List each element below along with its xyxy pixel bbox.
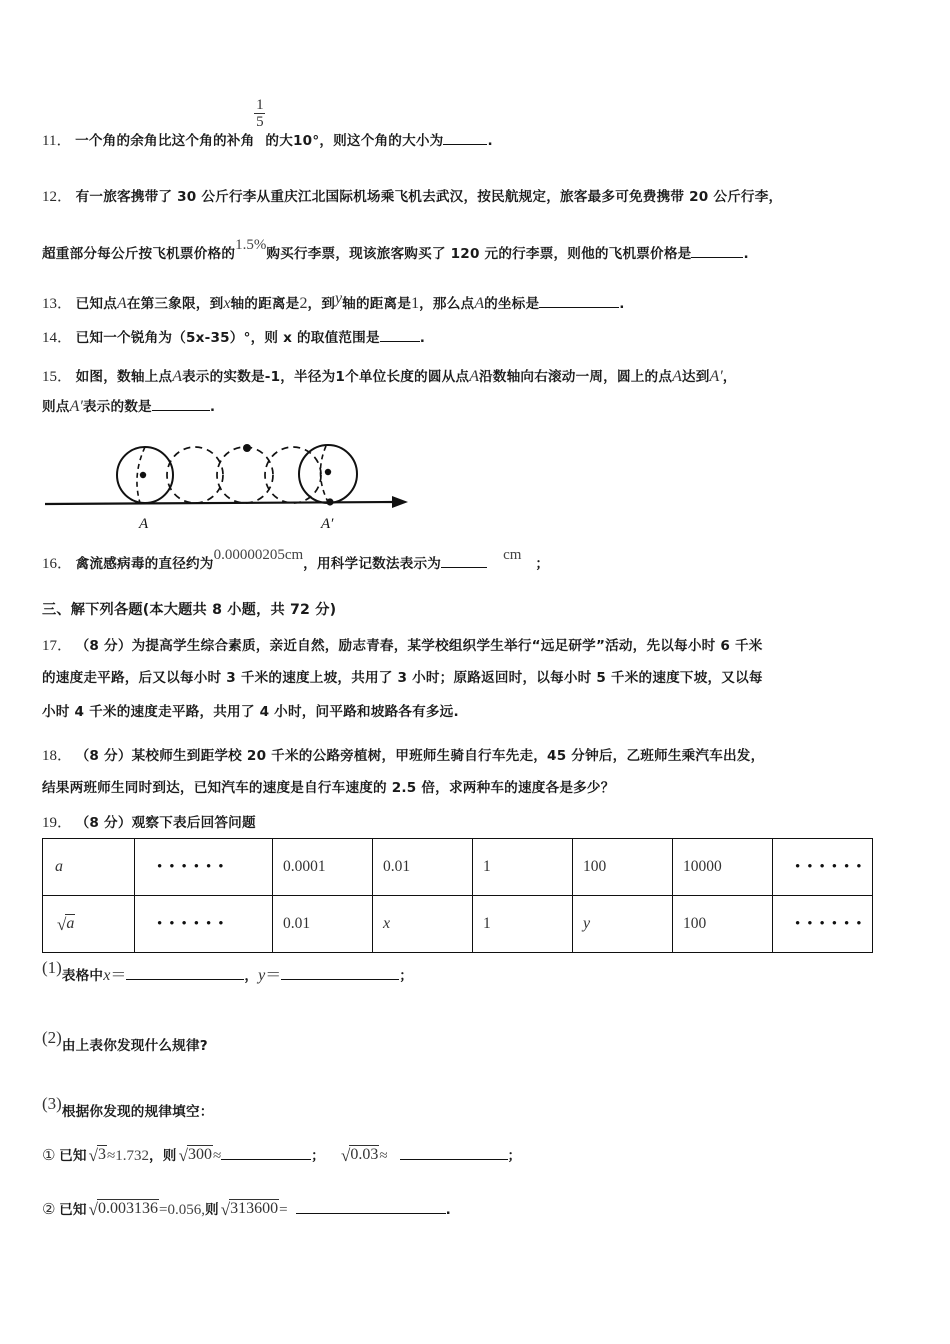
question-12-line-1 (42, 186, 927, 209)
table-row-label-sqrt-a (43, 896, 135, 953)
question-12-text-line1: 有一旅客携带了 30 公斤行李从重庆江北国际机场乘飞机去武汉，按民航规定，旅客最多可免费携带 20 公斤行李， (75, 189, 783, 205)
question-13-period: . (619, 296, 625, 312)
table-cell (673, 839, 773, 896)
question-17-text-line1: 为提高学生综合素质，亲近自然，励志青春，某学校组织学生举行“远足研学”活动，先以每小时 6 千米 (131, 638, 763, 654)
ellipsis-dots: •••••• (157, 916, 231, 932)
fraction-denominator: 5 (256, 114, 264, 130)
question-14-number: 14． (42, 330, 73, 346)
question-17-line-2 (42, 668, 932, 690)
question-13-answer-blank[interactable] (539, 293, 619, 308)
fraction-numerator: 1 (256, 97, 264, 113)
cell-value: 1 (483, 915, 491, 932)
cell-value: 10000 (683, 858, 722, 875)
item-1-blank-1[interactable] (221, 1145, 311, 1160)
question-11-degree: 10° (293, 133, 320, 149)
ellipsis-dots: •••••• (795, 859, 869, 875)
ellipsis-dots: •••••• (795, 916, 869, 932)
circle-roll-1-dashed (167, 447, 223, 503)
question-17-score: （8 分） (75, 638, 132, 654)
number-line-axis (45, 502, 395, 504)
cell-value: 0.0001 (283, 858, 326, 875)
sub-question-2-index: (2) (42, 1028, 62, 1047)
table-cell (473, 839, 573, 896)
item-1-blank-2[interactable] (400, 1145, 508, 1160)
section-3-heading-text: 三、解下列各题(本大题共 8 小题，共 72 分) (42, 602, 337, 618)
question-15-line-1 (42, 365, 932, 389)
table-cell (673, 896, 773, 953)
table-cell (473, 896, 573, 953)
table-row (43, 839, 873, 896)
question-13-text-a: 已知点 (75, 296, 118, 312)
question-13-text-d: ，到 (307, 296, 336, 312)
table-cell (373, 896, 473, 953)
question-11-text-c: ，则这个角的大小为 (319, 133, 444, 149)
sub-question-1-index: (1) (42, 958, 62, 977)
radical-sign-icon: √ (88, 1200, 99, 1219)
number-line-arrowhead (392, 496, 408, 508)
item-2-period: . (445, 1202, 451, 1218)
question-14-period: . (419, 330, 426, 346)
question-12-answer-blank[interactable] (691, 243, 743, 258)
cell-value-y: y (583, 915, 591, 932)
question-15-text-line2-a: 则点 (42, 399, 70, 415)
table-cell (373, 839, 473, 896)
question-19-sub-3-item-1 (42, 1142, 932, 1168)
item-1-semicolon-2: ； (507, 1148, 522, 1164)
question-13-var-a: A (117, 295, 127, 312)
question-13-num-1: 1 (411, 295, 420, 312)
question-15-var-a-prime-2: A′ (69, 398, 83, 415)
question-18-line-1 (42, 745, 932, 768)
sub-question-1-blank-x[interactable] (126, 965, 244, 980)
question-13-text-e: 轴的距离是 (342, 296, 412, 312)
question-15-var-a2: A (469, 368, 480, 385)
question-16-number: 16． (42, 556, 73, 572)
question-15-line-2 (42, 395, 932, 419)
sqrt-0-03 (339, 1142, 379, 1168)
item-2-text-a: 已知 (59, 1202, 87, 1218)
question-17-line-3 (42, 702, 932, 724)
question-12-number: 12． (42, 189, 73, 205)
table-cell (773, 839, 873, 896)
cell-value-x: x (383, 915, 391, 932)
question-12-period: . (743, 246, 749, 262)
radical-sign-icon: √ (88, 1146, 99, 1165)
question-12-line-2 (42, 237, 927, 266)
question-17-text-line2: 的速度走平路，后又以每小时 3 千米的速度上坡，共用了 3 小时；原路返回时，以每小时 5 千米的速度下坡，又以每 (42, 670, 763, 686)
question-14-text: 已知一个锐角为（5x‐35）°，则 x 的取值范围是 (75, 330, 380, 346)
sub-question-1-equals-1: ＝ (110, 967, 127, 984)
question-11-period: . (487, 133, 493, 149)
radicand: 0.003136 (98, 1200, 159, 1217)
question-13-var-a2: A (474, 295, 485, 312)
question-12-percent: 1.5% (235, 237, 267, 253)
question-16-text-a: 禽流感病毒的直径约为 (75, 556, 214, 572)
radical-sign-icon: √ (340, 1146, 351, 1165)
radicand: 313600 (230, 1200, 279, 1217)
point-a-prime-dot (326, 498, 333, 505)
question-14-answer-blank[interactable] (380, 327, 420, 342)
question-15-text-d: 达到 (681, 369, 710, 385)
radical-sign-icon: √ (220, 1200, 231, 1219)
item-1-approx-1: ≈1.732 (107, 1148, 149, 1164)
table-row-label-a (43, 839, 135, 896)
item-2-equals-2: = (279, 1202, 288, 1218)
question-19-table-wrapper (42, 838, 872, 953)
sub-question-3-text: 根据你发现的规律填空： (61, 1104, 214, 1120)
question-19-number: 19． (42, 815, 73, 831)
sub-question-1-equals-2: ＝ (265, 967, 282, 984)
question-19-sub-3 (42, 1094, 932, 1124)
cell-value: 100 (683, 915, 707, 932)
question-13 (42, 292, 927, 316)
radical-sign-icon: √ (57, 915, 67, 934)
question-18-number: 18． (42, 748, 73, 764)
question-13-text-f: ，那么点 (419, 296, 475, 312)
question-11-text-b: 的大 (265, 133, 293, 149)
question-19-table (42, 838, 873, 953)
question-11-text-a: 一个角的余角比这个角的补角 (75, 133, 255, 149)
sub-question-3-index: (3) (42, 1094, 62, 1113)
sub-question-1-blank-y[interactable] (281, 965, 399, 980)
item-1-approx-2: ≈ (212, 1148, 222, 1164)
table-cell (573, 839, 673, 896)
question-17-text-line3: 小时 4 千米的速度走平路，共用了 4 小时，问平路和坡路各有多远. (42, 704, 459, 720)
question-15-number: 15． (42, 369, 73, 385)
table-cell (135, 896, 273, 953)
item-2-text-b: 则 (204, 1202, 219, 1218)
sqrt-313600 (219, 1196, 279, 1222)
question-16-text-b: ，用科学记数法表示为 (303, 556, 442, 572)
circle-roll-3-dashed (265, 447, 321, 503)
item-1-semicolon-1: ； (311, 1148, 325, 1164)
figure-label-a: A (139, 516, 149, 532)
fraction-one-fifth (254, 97, 265, 146)
item-marker-1: ① (42, 1146, 56, 1164)
question-15-text-a: 如图，数轴上点 (75, 369, 173, 385)
question-13-var-y: y (335, 290, 343, 307)
question-13-num-2: 2 (299, 295, 308, 312)
question-16-answer-blank[interactable] (441, 553, 487, 568)
question-19-score: （8 分） (75, 815, 132, 831)
question-15-figure (40, 420, 440, 535)
question-15-text-c: 沿数轴向右滚动一周，圆上的点 (479, 369, 673, 385)
question-16-semicolon: ； (535, 556, 550, 572)
question-12-text-line2-b: 购买行李票，现该旅客购买了 120 元的行李票，则他的飞机票价格是 (266, 246, 692, 262)
question-19-sub-1 (42, 958, 932, 988)
question-12-text-line2-a: 超重部分每公斤按飞机票价格的 (42, 246, 236, 262)
table-cell (273, 839, 373, 896)
question-13-text-b: 在第三象限，到 (126, 296, 224, 312)
radicand: 3 (98, 1146, 107, 1163)
question-19-sub-2 (42, 1028, 932, 1058)
sub-question-1-var-y: y (258, 967, 266, 984)
sub-question-1-text-b: ， (244, 968, 259, 984)
table-cell (273, 896, 373, 953)
radicand: a (66, 915, 75, 932)
figure-label-a-prime: A′ (321, 516, 334, 532)
sub-question-2-text: 由上表你发现什么规律? (61, 1038, 208, 1054)
question-17-line-1 (42, 635, 932, 658)
question-15-var-a-prime: A′ (709, 368, 723, 385)
item-1-approx-3: ≈ (379, 1148, 388, 1164)
cell-value: 100 (583, 858, 607, 875)
table-cell (573, 896, 673, 953)
table-row (43, 896, 873, 953)
sqrt-3 (87, 1142, 107, 1168)
sub-question-1-text-a: 表格中 (61, 968, 104, 984)
sqrt-0-003136 (87, 1196, 159, 1222)
cell-value: 0.01 (383, 858, 411, 875)
question-13-number: 13． (42, 296, 73, 312)
circle-end-center-dot (325, 469, 331, 475)
sub-question-1-var-x: x (103, 967, 111, 984)
radical-sign-icon: √ (178, 1146, 188, 1165)
question-18-score: （8 分） (75, 748, 132, 764)
question-15-answer-blank[interactable] (152, 396, 210, 411)
question-15-text-b: 表示的实数是-1，半径为1个单位长度的圆从点 (181, 369, 470, 385)
section-3-heading (42, 600, 932, 622)
question-11-number: 11． (42, 133, 72, 149)
cell-value: 0.01 (283, 915, 311, 932)
sqrt-a-label (55, 914, 75, 934)
question-19-sub-3-item-2 (42, 1196, 932, 1222)
table-cell (773, 896, 873, 953)
question-13-text-c: 轴的距离是 (230, 296, 300, 312)
radicand: 300 (187, 1146, 212, 1163)
question-17-number: 17． (42, 638, 73, 654)
question-19-title: 观察下表后回答问题 (131, 815, 256, 831)
question-18-text-line2: 结果两班师生同时到达，已知汽车的速度是自行车速度的 2.5 倍，求两种车的速度各是多少？ (42, 780, 615, 796)
table-cell (135, 839, 273, 896)
cell-value: 1 (483, 858, 491, 875)
question-15-period: . (209, 399, 216, 415)
question-15-var-a: A (172, 368, 182, 385)
question-11 (42, 97, 922, 153)
question-19-header (42, 812, 932, 835)
circle-start-center-dot (140, 472, 146, 478)
question-16-value: 0.00000205cm (213, 547, 304, 563)
radicand: 0.03 (350, 1146, 379, 1163)
item-2-equals-1: =0.056, (159, 1202, 205, 1218)
circle-roll-2-top-dot (243, 444, 251, 452)
question-11-answer-blank[interactable] (443, 130, 487, 145)
question-14 (42, 327, 927, 350)
question-16-unit: cm (503, 547, 522, 563)
question-16 (42, 547, 932, 576)
item-marker-2: ② (42, 1200, 56, 1218)
question-18-line-2 (42, 778, 932, 800)
sub-question-1-semicolon: ； (399, 968, 414, 984)
variable-a: a (55, 858, 63, 875)
item-1-text-a: 已知 (59, 1148, 87, 1164)
item-1-text-b: ，则 (149, 1148, 177, 1164)
question-13-var-x: x (223, 295, 231, 312)
question-15-text-e: ， (722, 369, 737, 385)
question-18-text-line1: 某校师生到距学校 20 千米的公路旁植树，甲班师生骑自行车先走，45 分钟后，乙班师生乘汽车出发， (131, 748, 765, 764)
sqrt-300 (177, 1142, 213, 1168)
question-15-var-a3: A (672, 368, 682, 385)
item-2-blank[interactable] (296, 1199, 446, 1214)
ellipsis-dots: •••••• (157, 859, 231, 875)
number-line-circles-diagram (40, 420, 440, 535)
question-15-text-line2-b: 表示的数是 (82, 399, 152, 415)
question-13-text-g: 的坐标是 (484, 296, 540, 312)
